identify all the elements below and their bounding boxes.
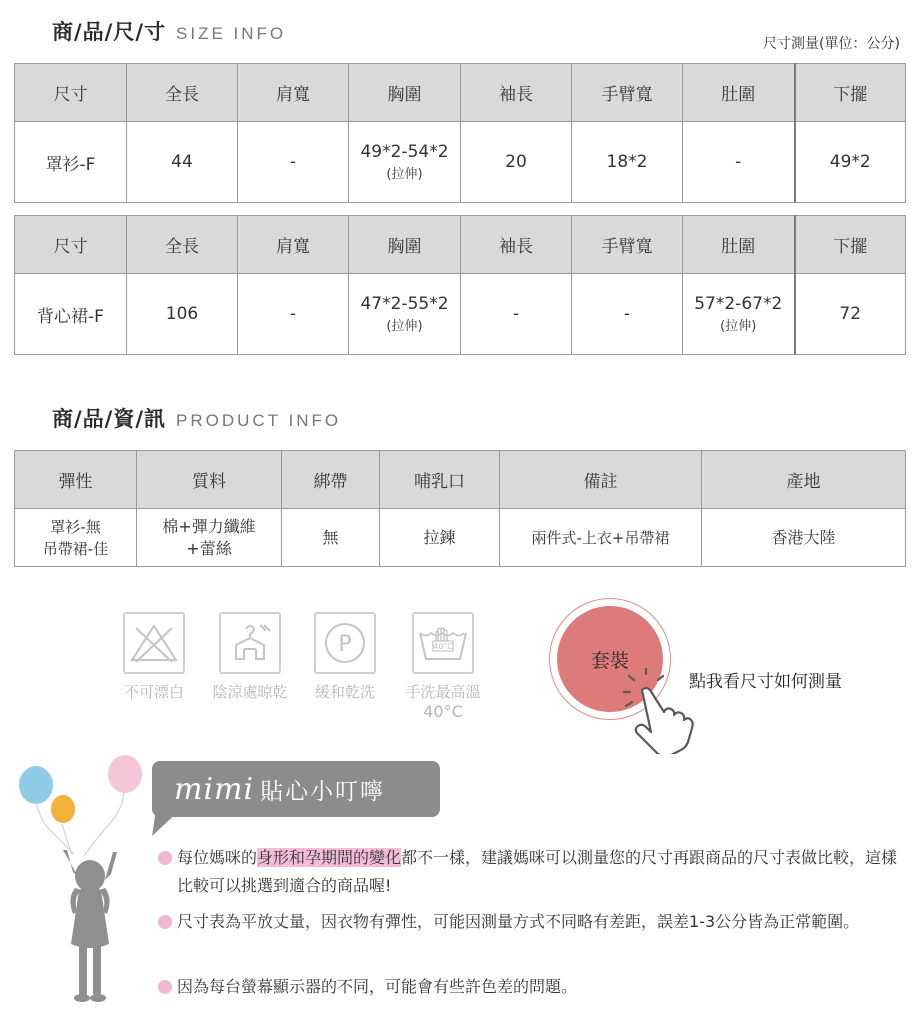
header-material: 質料 — [137, 451, 282, 509]
cell-length: 44 — [127, 122, 238, 203]
care-item-line-dry — [206, 612, 294, 702]
header-chest: 胸圍 — [349, 216, 461, 274]
cell-elasticity-line2: 吊帶裙-佳 — [42, 539, 109, 558]
header-shoulder: 肩寬 — [238, 216, 349, 274]
brand-logo: mimi — [174, 771, 255, 807]
cell-hem: 72 — [795, 274, 906, 355]
care-label: 緩和乾洗 — [314, 683, 375, 701]
size-table-bottom — [14, 215, 906, 355]
cell-arm: - — [572, 274, 683, 355]
cell-chest-value: 47*2-55*2 — [360, 294, 449, 314]
balloons-illustration — [14, 752, 154, 862]
table-row — [15, 509, 906, 567]
girl-silhouette-icon — [55, 848, 125, 1003]
tips-heading-bubble — [152, 761, 440, 817]
cell-chest — [349, 122, 461, 203]
cell-material — [137, 509, 282, 567]
care-item-hand-wash — [398, 612, 488, 721]
bullet-dot — [158, 851, 172, 865]
header-sleeve: 袖長 — [461, 216, 572, 274]
care-item-no-bleach — [118, 612, 190, 702]
bullet-dot — [158, 980, 172, 994]
header-sleeve: 袖長 — [461, 64, 572, 122]
product-info-heading — [52, 403, 341, 433]
table-header-row — [15, 64, 906, 122]
tip-item — [158, 973, 898, 1001]
dryclean-letter: P — [338, 632, 352, 657]
table-header-row — [15, 451, 906, 509]
cell-belly-note: (拉伸) — [720, 319, 757, 334]
tip1-before: 每位媽咪的 — [177, 848, 258, 867]
cell-material-line2: +蕾絲 — [186, 538, 232, 558]
table-row — [15, 122, 906, 203]
pink-balloon — [108, 755, 142, 793]
table-row — [15, 274, 906, 355]
header-hem: 下擺 — [795, 64, 906, 122]
header-arm: 手臂寬 — [572, 64, 683, 122]
blue-balloon — [19, 766, 53, 804]
care-label: 不可漂白 — [123, 683, 184, 701]
cell-note: 兩件式-上衣+吊帶裙 — [500, 509, 702, 567]
wash-temp-badge: 40°C — [433, 642, 453, 651]
header-belly: 肚圍 — [683, 64, 795, 122]
cell-origin: 香港大陸 — [702, 509, 906, 567]
care-label-line1: 手洗最高溫 — [405, 683, 481, 701]
cell-shoulder: - — [238, 274, 349, 355]
product-info-subtitle: PRODUCT INFO — [176, 411, 342, 430]
cell-chest-note: (拉伸) — [386, 167, 423, 182]
header-note: 備註 — [500, 451, 702, 509]
header-hem: 下擺 — [795, 216, 906, 274]
tip-item — [158, 908, 898, 936]
tips-title: 貼心小叮嚀 — [260, 778, 386, 805]
tip-text: 因為每台螢幕顯示器的不同，可能會有些許色差的問題。 — [177, 977, 578, 996]
tip-text: 尺寸表為平放丈量，因衣物有彈性，可能因測量方式不同略有差距，誤差1-3公分皆為正常範圍。 — [177, 912, 860, 931]
bubble-tail — [152, 810, 182, 838]
header-length: 全長 — [127, 64, 238, 122]
hand-wash-40-icon — [412, 612, 474, 674]
tip1-highlight: 身形和孕期間的變化 — [257, 848, 402, 867]
cell-nursing: 拉鍊 — [380, 509, 500, 567]
size-info-title: 商/品/尺/寸 — [52, 20, 167, 44]
cell-elasticity — [15, 509, 137, 567]
line-dry-shade-icon — [219, 612, 281, 674]
header-strap: 綁帶 — [282, 451, 380, 509]
header-shoulder: 肩寬 — [238, 64, 349, 122]
size-table-top — [14, 63, 906, 203]
unit-note: 尺寸測量(單位：公分) — [763, 36, 900, 52]
header-origin: 產地 — [702, 451, 906, 509]
cell-chest-note: (拉伸) — [386, 319, 423, 334]
header-belly: 肚圍 — [683, 216, 795, 274]
care-item-dry-clean — [309, 612, 381, 702]
care-label-line2: 40°C — [423, 702, 463, 721]
cell-chest-value: 49*2-54*2 — [360, 142, 449, 162]
header-nursing: 哺乳口 — [380, 451, 500, 509]
cell-belly-value: 57*2-67*2 — [694, 294, 783, 314]
care-label — [398, 683, 488, 721]
cell-sleeve: 20 — [461, 122, 572, 203]
header-size: 尺寸 — [15, 216, 127, 274]
cell-sleeve: - — [461, 274, 572, 355]
gentle-dry-clean-icon — [314, 612, 376, 674]
orange-balloon — [51, 795, 75, 823]
cell-chest — [349, 274, 461, 355]
cell-size: 罩衫-F — [15, 122, 127, 203]
tip-text — [158, 844, 898, 900]
size-info-subtitle: SIZE INFO — [176, 24, 287, 43]
cell-belly: - — [683, 122, 795, 203]
cell-strap: 無 — [282, 509, 380, 567]
cell-elasticity-line1: 罩衫-無 — [50, 517, 101, 536]
measure-guide-link[interactable]: 點我看尺寸如何測量 — [689, 672, 842, 692]
header-size: 尺寸 — [15, 64, 127, 122]
cell-arm: 18*2 — [572, 122, 683, 203]
cell-material-line1: 棉+彈力纖維 — [162, 516, 256, 536]
header-length: 全長 — [127, 216, 238, 274]
size-info-heading — [52, 16, 286, 46]
header-chest: 胸圍 — [349, 64, 461, 122]
tip-item — [158, 844, 898, 900]
product-info-table — [14, 450, 906, 567]
cell-size: 背心裙-F — [15, 274, 127, 355]
cell-shoulder: - — [238, 122, 349, 203]
header-arm: 手臂寬 — [572, 216, 683, 274]
header-elasticity: 彈性 — [15, 451, 137, 509]
product-info-title: 商/品/資/訊 — [52, 407, 167, 431]
care-label: 陰涼處晾乾 — [212, 683, 288, 701]
cell-hem: 49*2 — [795, 122, 906, 203]
cell-belly — [683, 274, 795, 355]
tip1-after: 都不一樣，建議媽咪可以測量您的尺寸再跟商品的尺寸表做比較，這樣比較可以挑選到適合的商品喔! — [177, 848, 898, 895]
measure-button[interactable]: 套裝 — [557, 606, 663, 712]
no-bleach-icon — [123, 612, 185, 674]
table-header-row — [15, 216, 906, 274]
cell-length: 106 — [127, 274, 238, 355]
bullet-dot — [158, 915, 172, 929]
